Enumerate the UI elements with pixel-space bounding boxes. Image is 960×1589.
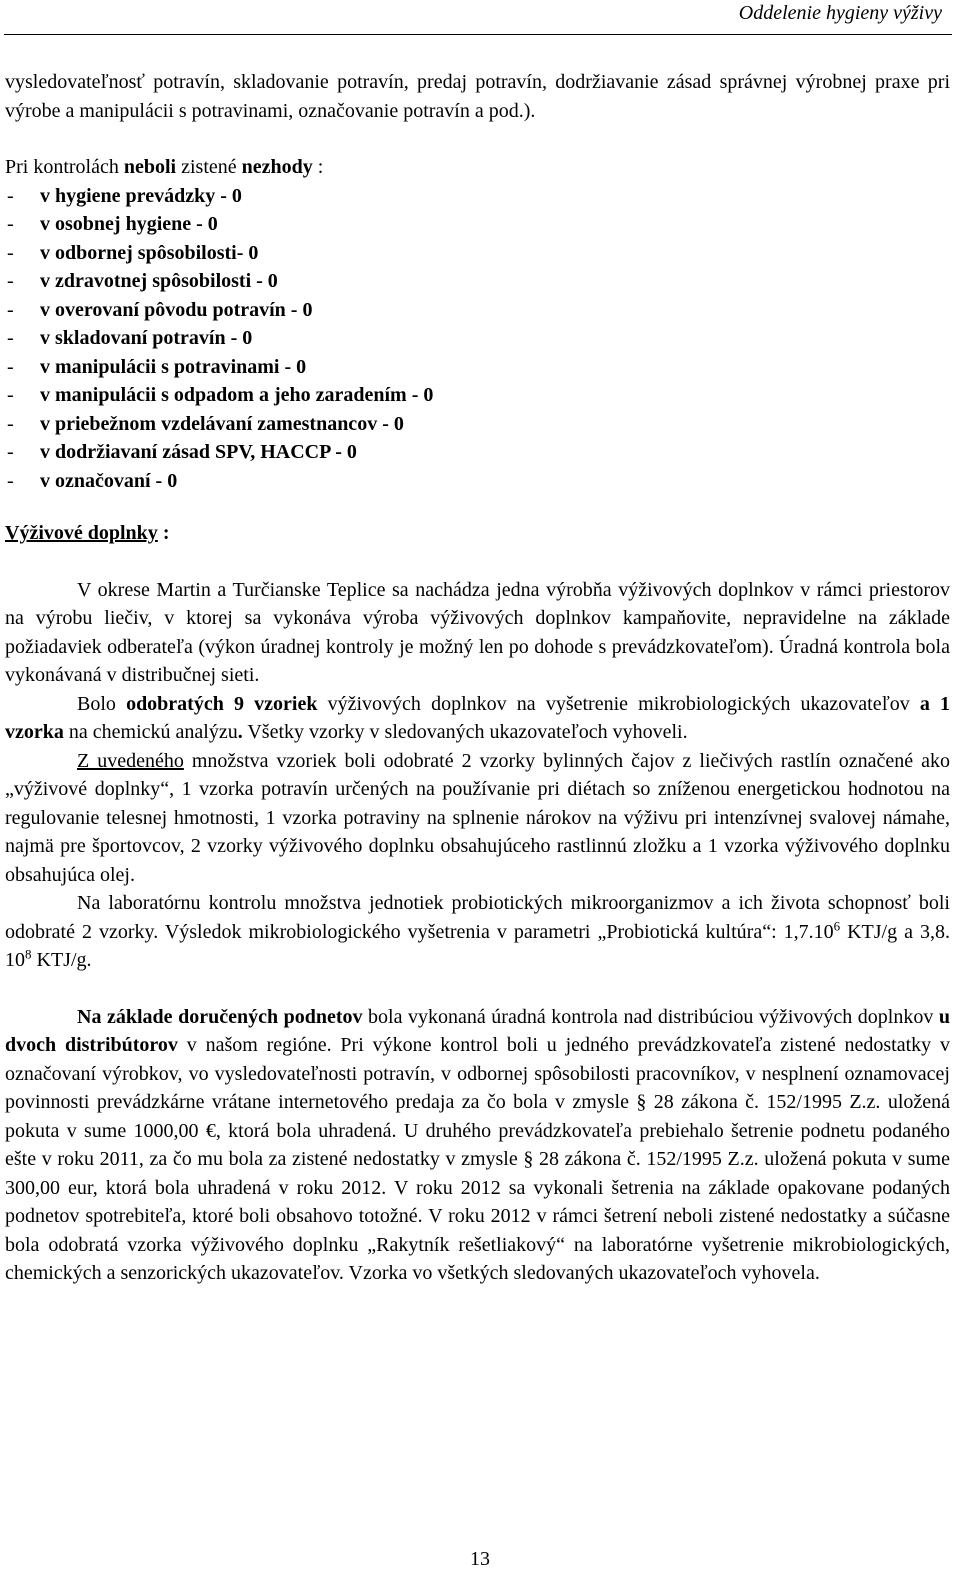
supplements-paragraph-3 [5,747,950,890]
section-heading [5,519,950,548]
text-run: v našom regióne. Pri výkone kontrol boli u jedného prevádzkovateľa zistené nedostatky v označovaní výrobkov, vo vysledovateľnosti potravín, v odbornej spôsobilosti pracovníkov, v nesplnení oznamovacej povinnosti prevádzkárne vrátane internetového predaja za čo bola v zmysle § 28 zákona č. 152/1995 Z.z. uložená pokuta v sume 1000,00 €, ktorá bola uhradená. U druhého prevádzkovateľa prebiehalo šetrenie podnetu podaného ešte v roku 2011, za čo mu bola za zistené nedostatky v zmysle § 28 zákona č. 152/1995 Z.z. uložená pokuta v sume 300,00 eur, ktorá bola uhradená v roku 2012. V roku 2012 sa vykonali šetrenia na základe opakovane podaných podnetov spotrebiteľa, ktoré boli obsahovo totožné. V roku 2012 v rámci šetrení neboli zistené nedostatky a súčasne bola odobratá vzorka výživového doplnku „Rakytník rešetliakový“ na laboratórne vyšetrenie mikrobiologických, chemických a senzorických ukazovateľov. Vzorka vo všetkých sledovaných ukazovateľoch vyhovela. [5,1034,950,1284]
bold-run: u dvoch distribútorov [5,1005,950,1056]
findings-lead [5,153,950,182]
text-run: bola vykonaná úradná kontrola nad distribúciou výživových doplnkov [362,1005,939,1028]
findings-lead-mid: zistené [176,156,242,178]
intro-paragraph: vysledovateľnosť potravín, skladovanie potravín, predaj potravín, dodržiavanie zásad správnej výrobnej praxe pri výrobe a manipulácii s potravinami, označovanie potravín a pod.). [5,71,950,122]
supplements-paragraph-2 [5,690,950,747]
text-run: množstva vzoriek boli odobraté 2 vzorky bylinných čajov z liečivých rastlín označené ako „výživové doplnky“, 1 vzorka potravín určených na používanie pri diétach so zníženou energetickou hodnotou na regulovanie telesnej hmotnosti, 1 vzorka potraviny na splnenie nárokov na výživu pri intenzívnej svalovej námahe, najmä pre športovcov, 2 vzorky výživového doplnku obsahujúceho rastlinnú zložku a 1 vzorka výživového doplnku obsahujúca olej. [5,749,950,886]
findings-list [5,182,950,496]
superscript: 8 [25,946,32,962]
document-body [5,68,950,1288]
text-run: Bolo [77,692,127,715]
findings-lead-neboli: neboli [123,156,177,178]
findings-lead-pre: Pri kontrolách [5,156,124,178]
list-item: - v osobnej hygiene - 0 [5,210,950,239]
text-run: Všetky vzorky v sledovaných ukazovateľoch vyhoveli. [242,721,688,743]
text-run: na chemickú analýzu [63,721,238,743]
superscript: 6 [833,917,841,933]
list-item: - v hygiene prevádzky - 0 [5,182,950,211]
bold-run: . [237,721,243,743]
section-title-colon: : [157,522,170,544]
page-header [4,0,952,35]
list-item: - v dodržiavaní zásad SPV, HACCP - 0 [5,438,950,467]
list-item: - v zdravotnej spôsobilosti - 0 [5,267,950,296]
section-title: Výživové doplnky [5,522,158,544]
text-run: KTJ/g. [31,949,92,971]
list-item: - v manipulácii s potravinami - 0 [5,353,950,382]
list-item: - v odbornej spôsobilosti- 0 [5,239,950,268]
list-item: - v overovaní pôvodu potravín - 0 [5,296,950,325]
supplements-paragraph-4 [5,889,950,975]
supplements-paragraph-1: V okrese Martin a Turčianske Teplice sa nachádza jedna výrobňa výživových doplnkov v rámci priestorov na výrobu liečiv, v ktorej sa vykonáva výroba výživových doplnkov kampaňovite, nepravidelne na základe požiadaviek odberateľa (výkon úradnej kontroly je možný len po dohode s prevádzkovateľom). Úradná kontrola bola vykonávaná v distribučnej sieti. [5,578,950,686]
text-run: Na laboratórnu kontrolu množstva jednotiek probiotických mikroorganizmov a ich života schopnosť boli odobraté 2 vzorky. Výsledok mikrobiologického vyšetrenia v parametri „Probiotická kultúra“: 1,7.10 [5,892,950,943]
list-item: - v priebežnom vzdelávaní zamestnancov - 0 [5,410,950,439]
bold-run: a 1 vzorka [5,692,951,743]
bold-run: odobratých 9 vzoriek [126,692,318,715]
page-number: 13 [470,1548,490,1570]
bold-run: Na základe doručených podnetov [77,1005,363,1028]
header-title: Oddelenie hygieny výživy [738,2,942,24]
supplements-paragraph-5 [5,1003,950,1288]
findings-lead-nezhody: nezhody [241,156,313,178]
text-run: KTJ/g a 3,8. 10 [5,920,950,971]
list-item: - v skladovaní potravín - 0 [5,324,950,353]
underlined-run: Z uvedeného [77,749,184,772]
text-run: výživových doplnkov na vyšetrenie mikrobiologických ukazovateľov [317,692,920,715]
list-item: - v manipulácii s odpadom a jeho zaradením - 0 [5,381,950,410]
list-item: - v označovaní - 0 [5,467,950,496]
findings-lead-post: : [312,156,324,178]
